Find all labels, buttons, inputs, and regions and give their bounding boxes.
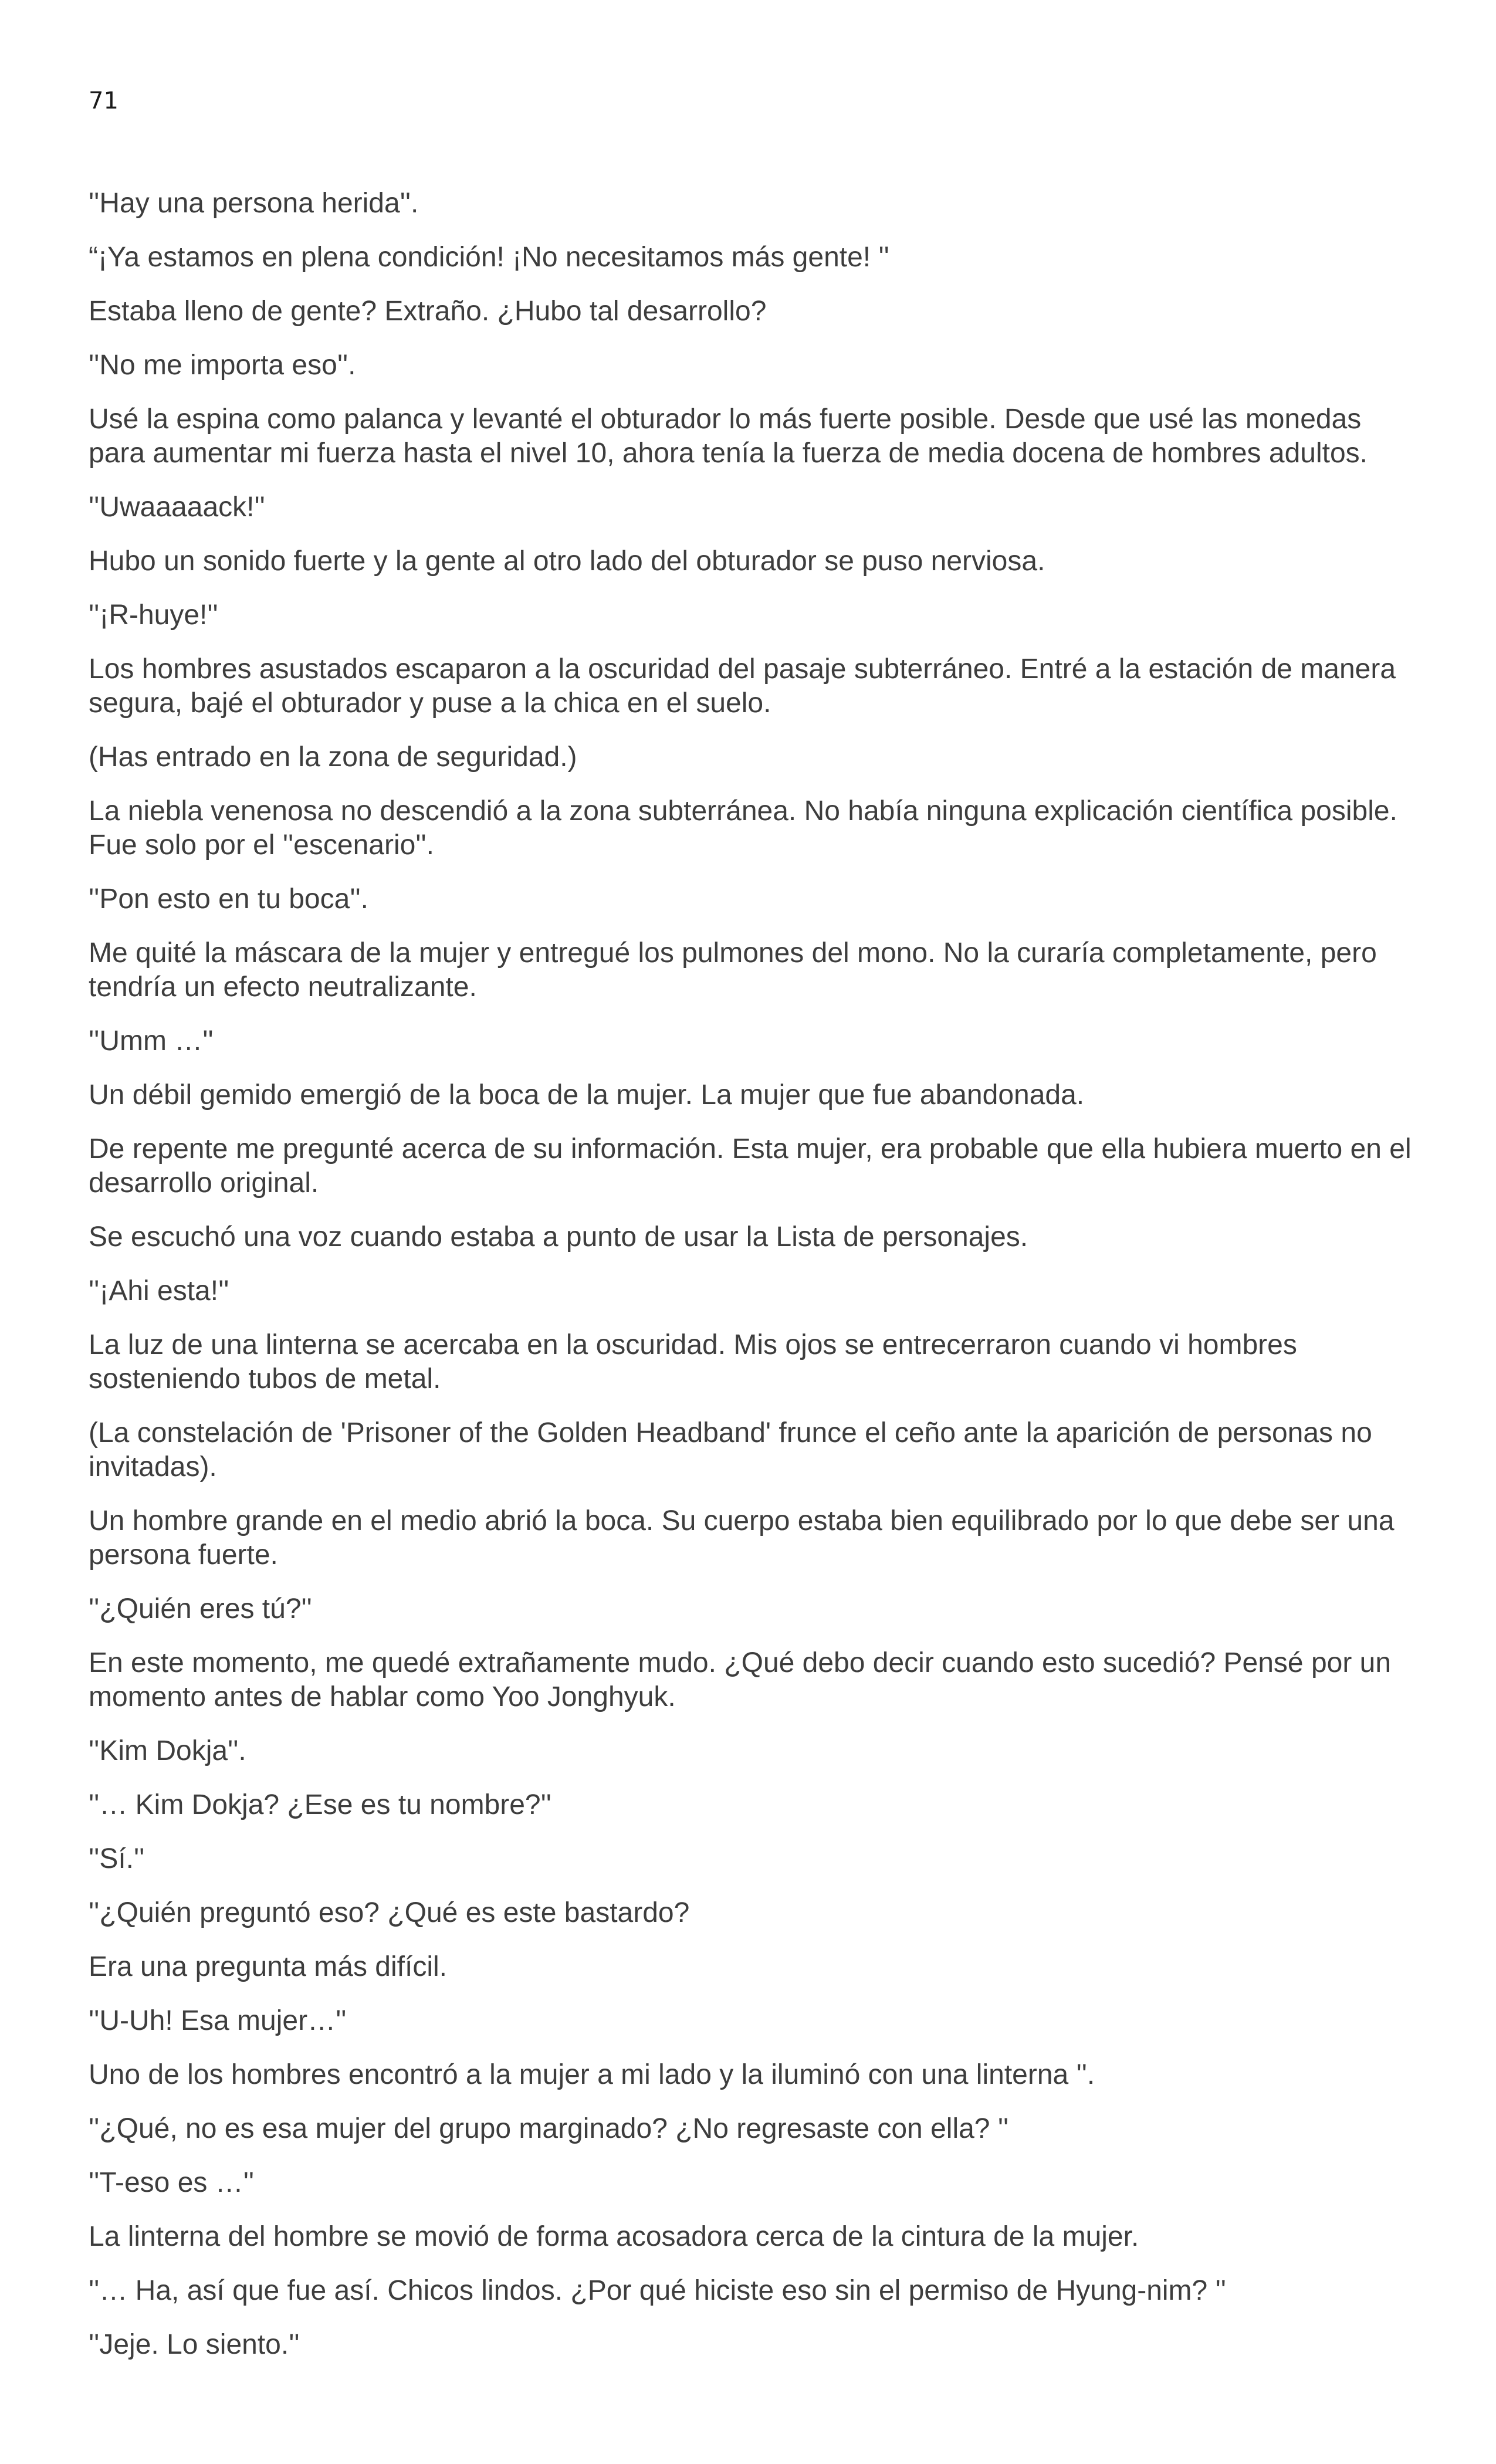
paragraph: ''¿Quién preguntó eso? ¿Qué es este bastardo? bbox=[89, 1897, 690, 1928]
paragraph: ''Hay una persona herida''. bbox=[89, 188, 419, 219]
paragraph: (Has entrado en la zona de seguridad.) bbox=[89, 742, 577, 773]
paragraph: ''Pon esto en tu boca''. bbox=[89, 884, 368, 915]
paragraph: Hubo un sonido fuerte y la gente al otro lado del obturador se puso nerviosa. bbox=[89, 546, 1045, 577]
paragraph: En este momento, me quedé extrañamente mudo. ¿Qué debo decir cuando esto sucedió? Pensé por un momento antes de hablar como Yoo Jonghyuk. bbox=[89, 1647, 1392, 1712]
paragraph: Usé la espina como palanca y levanté el obturador lo más fuerte posible. Desde que usé las monedas para aumentar mi fuerza hasta el nivel 10, ahora tenía la fuerza de media docena de hombres adultos. bbox=[89, 404, 1368, 469]
paragraph: De repente me pregunté acerca de su información. Esta mujer, era probable que ella hubiera muerto en el desarrollo original. bbox=[89, 1133, 1412, 1199]
paragraph: ''Uwaaaaack!'' bbox=[89, 492, 265, 523]
paragraph: ''¿Quién eres tú?'' bbox=[89, 1593, 312, 1624]
page-number: 71 bbox=[89, 87, 119, 114]
paragraph: ''… Kim Dokja? ¿Ese es tu nombre?'' bbox=[89, 1789, 551, 1820]
paragraph: Se escuchó una voz cuando estaba a punto de usar la Lista de personajes. bbox=[89, 1221, 1028, 1253]
paragraph: Estaba lleno de gente? Extraño. ¿Hubo tal desarrollo? bbox=[89, 296, 767, 327]
paragraph: Un débil gemido emergió de la boca de la mujer. La mujer que fue abandonada. bbox=[89, 1079, 1085, 1111]
paragraph: ''… Ha, así que fue así. Chicos lindos. ¿Por qué hiciste eso sin el permiso de Hyung-nim? '' bbox=[89, 2275, 1226, 2306]
paragraph: ''¡R-huye!'' bbox=[89, 600, 218, 631]
paragraph: Los hombres asustados escaparon a la oscuridad del pasaje subterráneo. Entré a la estación de manera segura, bajé el obturador y puse a la chica en el suelo. bbox=[89, 654, 1396, 719]
paragraph: ''Sí.'' bbox=[89, 1843, 145, 1874]
paragraph: La luz de una linterna se acercaba en la oscuridad. Mis ojos se entrecerraron cuando vi hombres sosteniendo tubos de metal. bbox=[89, 1329, 1297, 1395]
paragraph: La niebla venenosa no descendió a la zona subterránea. No había ninguna explicación científica posible. Fue solo por el ''escenario''. bbox=[89, 796, 1397, 861]
paragraph: ''No me importa eso''. bbox=[89, 350, 356, 381]
paragraph: (La constelación de 'Prisoner of the Golden Headband' frunce el ceño ante la aparición de personas no invitadas). bbox=[89, 1417, 1372, 1483]
body-text bbox=[89, 187, 1420, 2382]
paragraph: ''¿Qué, no es esa mujer del grupo marginado? ¿No regresaste con ella? '' bbox=[89, 2113, 1009, 2144]
paragraph: Era una pregunta más difícil. bbox=[89, 1951, 447, 1982]
paragraph: ''U-Uh! Esa mujer…'' bbox=[89, 2005, 347, 2036]
paragraph: Uno de los hombres encontró a la mujer a mi lado y la iluminó con una linterna ''. bbox=[89, 2059, 1095, 2090]
paragraph: Me quité la máscara de la mujer y entregué los pulmones del mono. No la curaría completamente, pero tendría un efecto neutralizante. bbox=[89, 937, 1377, 1003]
paragraph: ''¡Ahi esta!'' bbox=[89, 1275, 229, 1307]
paragraph: ''T-eso es …'' bbox=[89, 2167, 255, 2198]
paragraph: ''Umm …'' bbox=[89, 1025, 214, 1057]
paragraph: “¡Ya estamos en plena condición! ¡No necesitamos más gente! '' bbox=[89, 242, 889, 273]
paragraph: ''Jeje. Lo siento.'' bbox=[89, 2329, 300, 2360]
paragraph: ''Kim Dokja''. bbox=[89, 1735, 246, 1766]
paragraph: Un hombre grande en el medio abrió la boca. Su cuerpo estaba bien equilibrado por lo que debe ser una persona fuerte. bbox=[89, 1505, 1395, 1571]
paragraph: La linterna del hombre se movió de forma acosadora cerca de la cintura de la mujer. bbox=[89, 2221, 1139, 2252]
